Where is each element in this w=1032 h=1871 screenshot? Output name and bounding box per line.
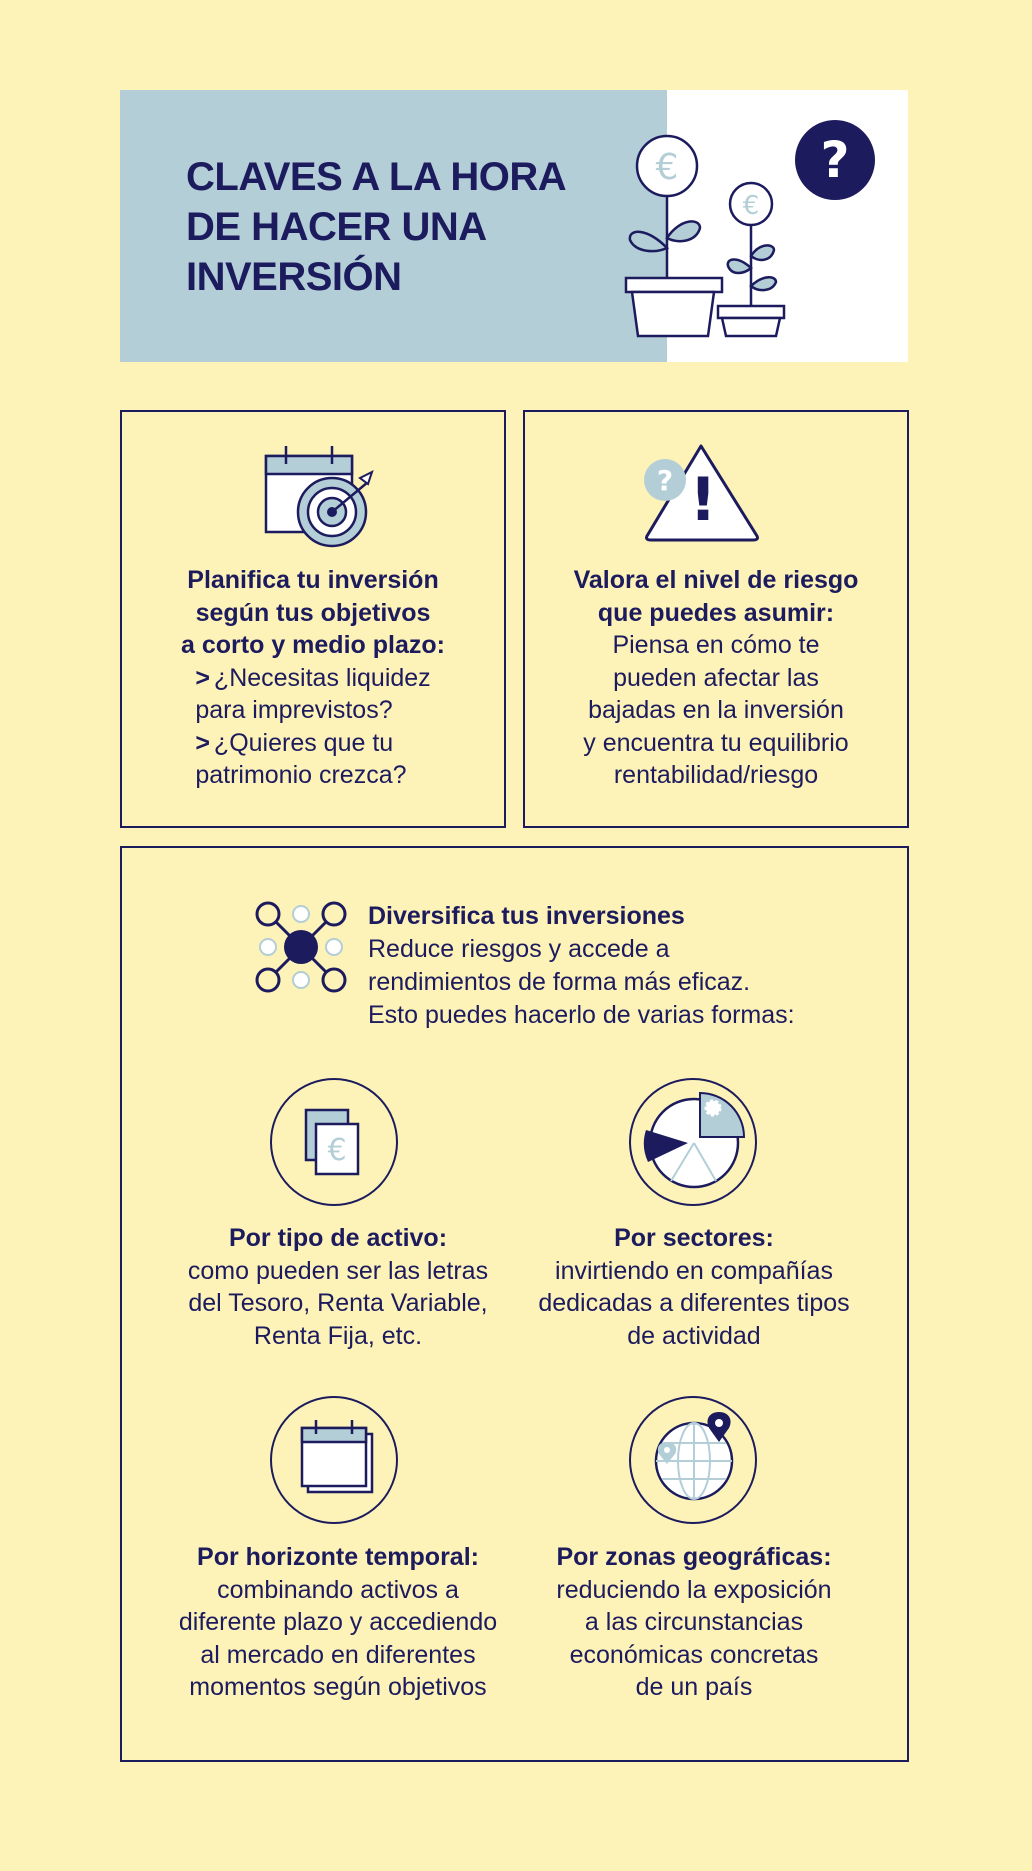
diversify-body-line: Reduce riesgos y accede a bbox=[368, 935, 670, 963]
option-title: Por sectores: bbox=[614, 1224, 774, 1252]
risk-body-line: bajadas en la inversión bbox=[588, 696, 844, 724]
euro-document-icon bbox=[270, 1078, 398, 1206]
list-item bbox=[195, 662, 430, 695]
risk-heading-line: Valora el nivel de riesgo bbox=[573, 566, 859, 594]
bullet-text: ¿Quieres que tu bbox=[213, 728, 394, 757]
bullet-text: ¿Necesitas liquidez bbox=[213, 663, 431, 692]
option-time-horizon bbox=[152, 1541, 524, 1704]
header-banner bbox=[120, 90, 908, 362]
list-item bbox=[195, 727, 430, 760]
option-title: Por horizonte temporal: bbox=[197, 1543, 479, 1571]
pie-chart-icon bbox=[629, 1078, 757, 1206]
diversify-body-line: Esto puedes hacerlo de varias formas: bbox=[368, 1001, 795, 1029]
risk-heading-line: que puedes asumir: bbox=[597, 598, 835, 627]
chevron-right-icon: > bbox=[195, 728, 210, 757]
diversify-body-line: rendimientos de forma más eficaz. bbox=[368, 968, 751, 996]
euro-symbol: € bbox=[742, 191, 760, 221]
option-line: reduciendo la exposición bbox=[556, 1575, 832, 1604]
option-line: Renta Fija, etc. bbox=[253, 1321, 423, 1350]
list-item-cont: para imprevistos? bbox=[195, 696, 393, 724]
option-line: de actividad bbox=[627, 1321, 761, 1350]
option-line: a las circunstancias bbox=[584, 1608, 804, 1636]
exclamation-mark: ! bbox=[689, 465, 717, 535]
option-asset-type bbox=[152, 1222, 524, 1352]
risk-body-line: rentabilidad/riesgo bbox=[613, 761, 819, 789]
risk-body-line: y encuentra tu equilibrio bbox=[583, 728, 849, 757]
question-mark: ? bbox=[656, 464, 674, 497]
option-geographic bbox=[508, 1541, 880, 1704]
list-item-cont: patrimonio crezca? bbox=[195, 761, 407, 789]
option-title: Por tipo de activo: bbox=[228, 1224, 448, 1252]
warning-icon bbox=[643, 440, 763, 550]
risk-body-line: pueden afectar las bbox=[613, 663, 819, 692]
diversify-heading: Diversifica tus inversiones bbox=[368, 902, 685, 930]
option-line: al mercado en diferentes bbox=[200, 1640, 476, 1669]
risk-body-line: Piensa en cómo te bbox=[612, 631, 820, 659]
calendar-target-icon bbox=[264, 438, 376, 550]
euro-symbol: € bbox=[327, 1133, 347, 1168]
calendar-icon bbox=[270, 1396, 398, 1524]
plan-heading-line: según tus objetivos bbox=[195, 598, 431, 627]
option-sectors bbox=[508, 1222, 880, 1352]
option-line: combinando activos a bbox=[217, 1575, 459, 1604]
option-line: invirtiendo en compañías bbox=[555, 1256, 833, 1285]
title-line: INVERSIÓN bbox=[186, 255, 402, 299]
plan-text bbox=[122, 564, 504, 792]
risk-card bbox=[523, 410, 909, 828]
chevron-right-icon: > bbox=[195, 663, 210, 692]
plan-heading-line: Planifica tu inversión bbox=[187, 566, 439, 594]
question-mark: ? bbox=[820, 131, 850, 189]
globe-pin-icon bbox=[629, 1396, 757, 1524]
page-title bbox=[186, 152, 626, 302]
plan-bullet-list bbox=[195, 662, 430, 792]
leaf-icon bbox=[667, 221, 700, 241]
option-line: como pueden ser las letras bbox=[187, 1256, 489, 1285]
risk-text bbox=[525, 564, 907, 792]
title-line: CLAVES A LA HORA bbox=[186, 155, 567, 199]
option-title: Por zonas geográficas: bbox=[556, 1543, 832, 1571]
leaf-icon bbox=[630, 232, 667, 251]
network-icon bbox=[254, 900, 348, 994]
euro-symbol: € bbox=[655, 147, 679, 188]
diversify-intro bbox=[368, 900, 888, 1032]
plan-card bbox=[120, 410, 506, 828]
money-plant-icon bbox=[608, 118, 878, 338]
option-line: económicas concretas bbox=[569, 1640, 819, 1669]
plan-heading-line: a corto y medio plazo: bbox=[181, 631, 445, 659]
option-line: dedicadas a diferentes tipos bbox=[538, 1289, 850, 1317]
option-line: del Tesoro, Renta Variable, bbox=[188, 1289, 488, 1317]
option-line: momentos según objetivos bbox=[189, 1673, 487, 1701]
option-line: diferente plazo y accediendo bbox=[178, 1608, 498, 1636]
title-line: DE HACER UNA bbox=[186, 205, 487, 249]
option-line: de un país bbox=[635, 1673, 753, 1701]
